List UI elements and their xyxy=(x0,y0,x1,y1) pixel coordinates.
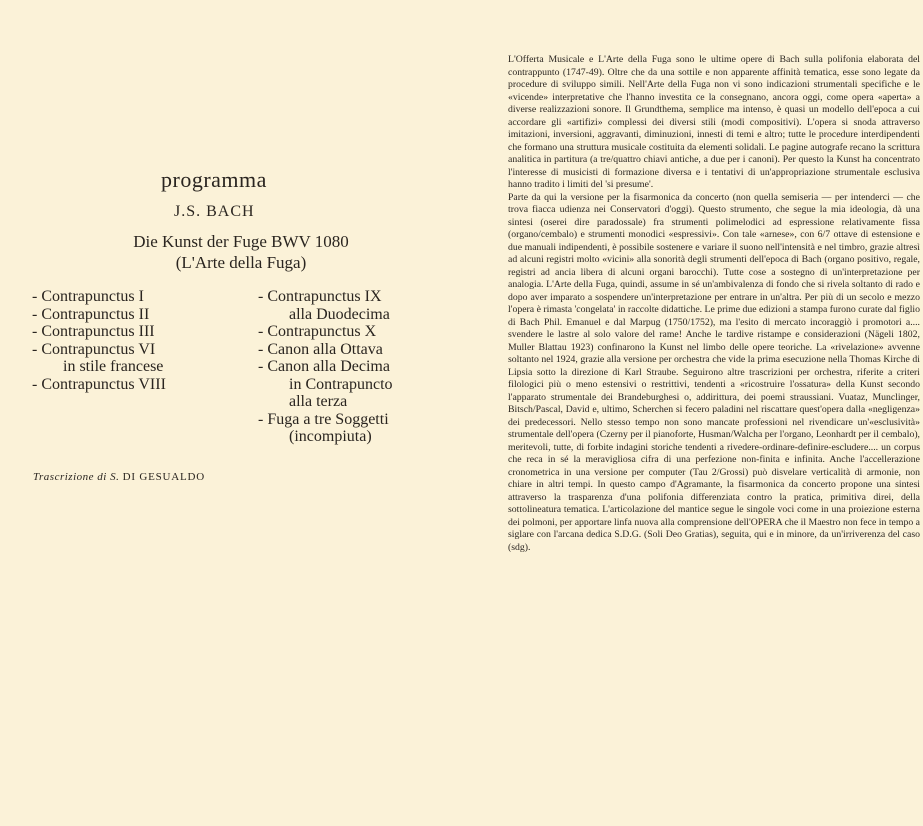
program-item: - Contrapunctus VIII xyxy=(32,375,166,393)
program-item: - Contrapunctus I xyxy=(32,288,144,305)
composer-name: J.S. BACH xyxy=(174,203,255,220)
program-item: - Contrapunctus III xyxy=(32,323,155,340)
program-item: alla Duodecima xyxy=(289,305,390,323)
notes-panel xyxy=(508,54,920,554)
work-title xyxy=(121,231,361,273)
program-item: alla terza xyxy=(289,393,348,410)
notes-paragraph-1: L'Offerta Musicale e L'Arte della Fuga sono le ultime opere di Bach sulla polifonia elaborata del contrappunto (1747-49). Oltre che da una sottile e non apparente affinità tematica, esse sono legate da procedure di sviluppo simili. Nell'Arte della Fuga non vi sono indicazioni strumentali specifiche e le «vicende» interpretative che l'hanno investita ce la consegnano, ancora oggi, come opera «aperta» a diverse realizzazioni sonore. Il Grundthema, semplice ma intenso, è quasi un modello dell'epoca a cui accordare gli «artifizi» complessi dei diversi stili (modi compositivi). L'opera si snoda attraverso imitazioni, inversioni, aggravanti, diminuzioni, innesti di temi e altro; tutte le procedure interdipendenti che formano una struttura musicale costituita da elementi solidali. Le pagine autografe recano la scrittura analitica in partitura (a tre/quattro chiavi antiche, a due per i canoni). Per questo la Kunst ha concentrato l'interesse di musicisti di formazione diversa e i tentativi di un'appropriazione strumentale esclusiva hanno tradito i limiti del 'si presume'. xyxy=(508,54,920,190)
program-item: - Canon alla Decima xyxy=(258,358,390,375)
credit-label: Trascrizione di S. xyxy=(33,471,120,483)
program-item: - Contrapunctus VI xyxy=(32,340,156,358)
credit-name: DI GESUALDO xyxy=(122,471,206,483)
program-list-right xyxy=(258,288,393,446)
program-item: in stile francese xyxy=(63,358,164,375)
work-title-italian: (L'Arte della Fuga) xyxy=(175,253,307,272)
program-item: - Canon alla Ottava xyxy=(258,340,383,358)
liner-notes xyxy=(508,54,920,554)
transcription-credit xyxy=(33,471,205,483)
program-list-left xyxy=(32,288,166,393)
work-title-german: Die Kunst der Fuge BWV 1080 xyxy=(133,232,349,251)
program-item: - Contrapunctus IX xyxy=(258,288,382,305)
program-item: - Contrapunctus X xyxy=(258,323,377,340)
program-item: in Contrapuncto xyxy=(289,375,393,393)
program-heading: programma xyxy=(161,167,267,192)
program-item: - Fuga a tre Soggetti xyxy=(258,410,389,428)
program-item: - Contrapunctus II xyxy=(32,305,150,323)
program-item: (incompiuta) xyxy=(289,428,372,445)
notes-paragraph-2: Parte da qui la versione per la fisarmonica da concerto (non quella semiseria — per intenderci — che trova fiacca udienza nei Conservatori d'oggi). Questo strumento, che segue la mia ideologia, dà una sintesi (oserei dire paradossale) fra strumenti polimelodici ad espressione relativamente fissa (organo/cembalo) e strumenti monodici «espressivi». Con tale «arnese», con 6/7 ottave di estensione e due manuali indipendenti, è possibile sostenere e variare il suono nell'intensità e nel timbro, grazie altresì ad alcuni registri molto «vicini» alla sonorità degli strumenti dell'epoca di Bach (organo positivo, regale, registri ad ancia libera di alcuni organi barocchi). Tutte cose a sostegno di un'interpretazione per analogia. L'Arte della Fuga, quindi, assume in sé un'ambivalenza di fondo che si rivela soltanto di rado e dopo aver imparato a sospendere un'interpretazione per entrare in un'altra. Per più di un secolo e mezzo l'opera è rimasta 'congelata' in raccolte didattiche. Le prime due edizioni a stampa furono curate dal figlio di Bach Phil. Emanuel e dal Marpug (1750/1752), ma l'esito di mercato incoraggiò i promotori a.... svendere le lastre al solo valore del rame! Anche le tardive ristampe e considerazioni (Nägeli 1802, Muller Blattau 1923) confinarono la Kunst nel limbo delle opere teoriche. La «rivelazione» avvenne soltanto nel 1924, grazie alla versione per orchestra che vide la prima esecuzione nella Thomas Kirche di Lipsia sotto la direzione di Karl Straube. Seguirono altre trascrizioni per orchestra, riferite a criteri filologici più o meno estensivi o restrittivi, tendenti a «ricostruire l'ossatura» della Kunst secondo l'apparato strumentale dei Brandeburghesi o, addirittura, dei poemi straussiani. Vuataz, Munclinger, Bitsch/Pascal, David e, ultimo, Scherchen si fecero paladini nel riscattare quest'opera dalla «negligenza» dei predecessori. Nello stesso tempo non sono mancate professioni nel rivendicare un'«esclusività» strumentale dell'opera (Czerny per il pianoforte, Husman/Walcha per l'organo, Leonhardt per il cembalo), meritevoli, tutte, di forbite indagini storiche tendenti a rivedere-ordinare-definire-escludere.... un corpus che reca in sé la meravigliosa cifra di una perfezione non-finita e infinita. Anche l'accellerazione cronometrica in una versione per computer (Tau 2/Grossi) può disvelare verticalità di armonie, non chiare in altri tempi. In questo campo d'Agramante, la fisarmonica da concerto propone una sintesi attraverso la trasparenza d'una polifonia differenziata contro la pratica, primitiva direi, della sottolineatura tematica. L'articolazione del mantice segue le singole voci come in una proiezione esterna dei polmoni, per apportare linfa nuova alla comprensione dell'OPERA che il Maestro non fece in tempo a siglare con l'arcana dedica S.D.G. (Soli Deo Gratias), seguita, qui e in minore, da un'irriverenza del caso (sdg). xyxy=(508,191,920,553)
